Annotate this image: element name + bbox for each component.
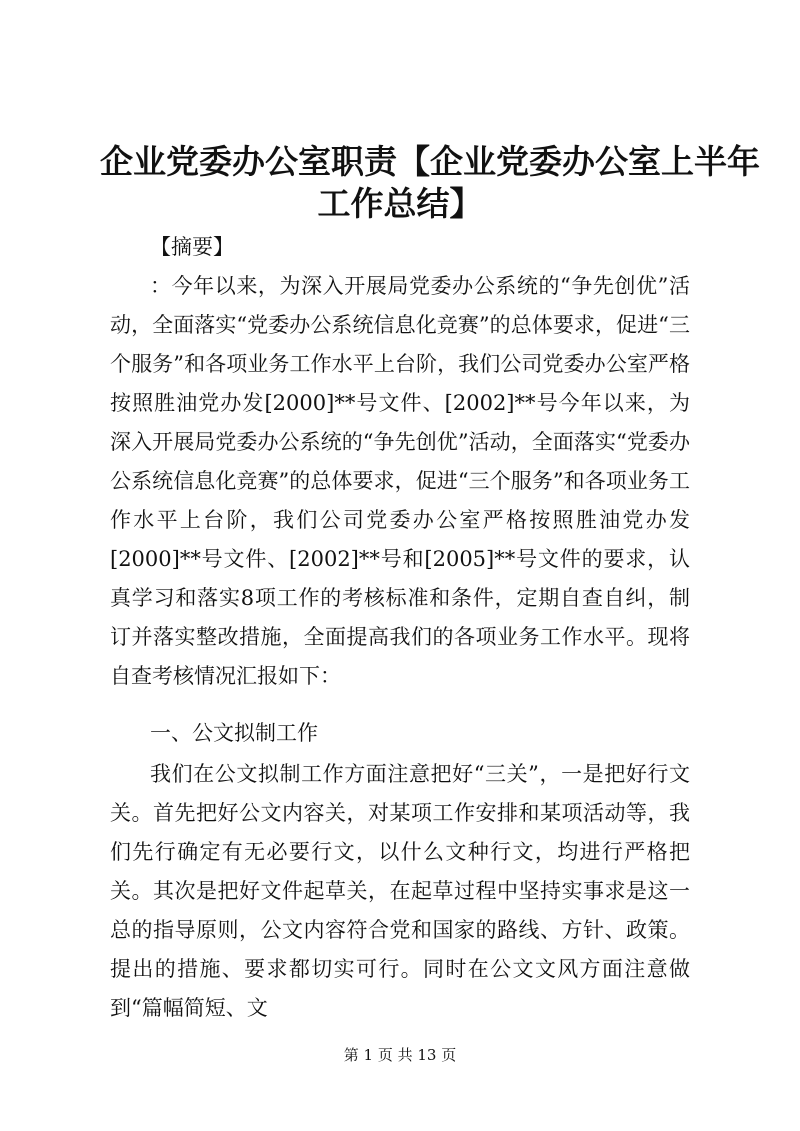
abstract-paragraph: ：今年以来，为深入开展局党委办公系统的“争先创优”活动，全面落实“党委办公系统信息化竞赛”的总体要求，促进“三个服务”和各项业务工作水平上台阶，我们公司党委办公室严格按照胜油党办发[2000]**号文件、[2002]**号今年以来，为深入开展局党委办公系统的“争先创优”活动，全面落实“党委办公系统信息化竞赛”的总体要求，促进“三个服务”和各项业务工作水平上台阶，我们公司党委办公室严格按照胜油党办发[2000]**号文件、[2002]**号和[2005]**号文件的要求，认真学习和落实8项工作的考核标准和条件，定期自查自纠，制订并落实整改措施，全面提高我们的各项业务工作水平。现将自查考核情况汇报如下： [110, 274, 690, 688]
document-title-line-1: 企业党委办公室职责【企业党委办公室上半年 [100, 142, 760, 181]
page-footer: 第 1 页 共 13 页 [343, 1046, 457, 1064]
document-title-line-2: 工作总结】 [317, 184, 483, 223]
abstract-label: 【摘要】 [150, 235, 234, 259]
body-paragraph: 我们在公文拟制工作方面注意把好“三关”，一是把好行文关。首先把好公文内容关，对某项工作安排和某项活动等，我们先行确定有无必要行文，以什么文种行文，均进行严格把关。其次是把好文件起草关，在起草过程中坚持实事求是这一总的指导原则，公文内容符合党和国家的路线、方针、政策。提出的措施、要求都切实可行。同时在公文文风方面注意做到“篇幅简短、文 [110, 762, 690, 1020]
section-heading-official-document-drafting: 一、公文拟制工作 [150, 721, 318, 745]
